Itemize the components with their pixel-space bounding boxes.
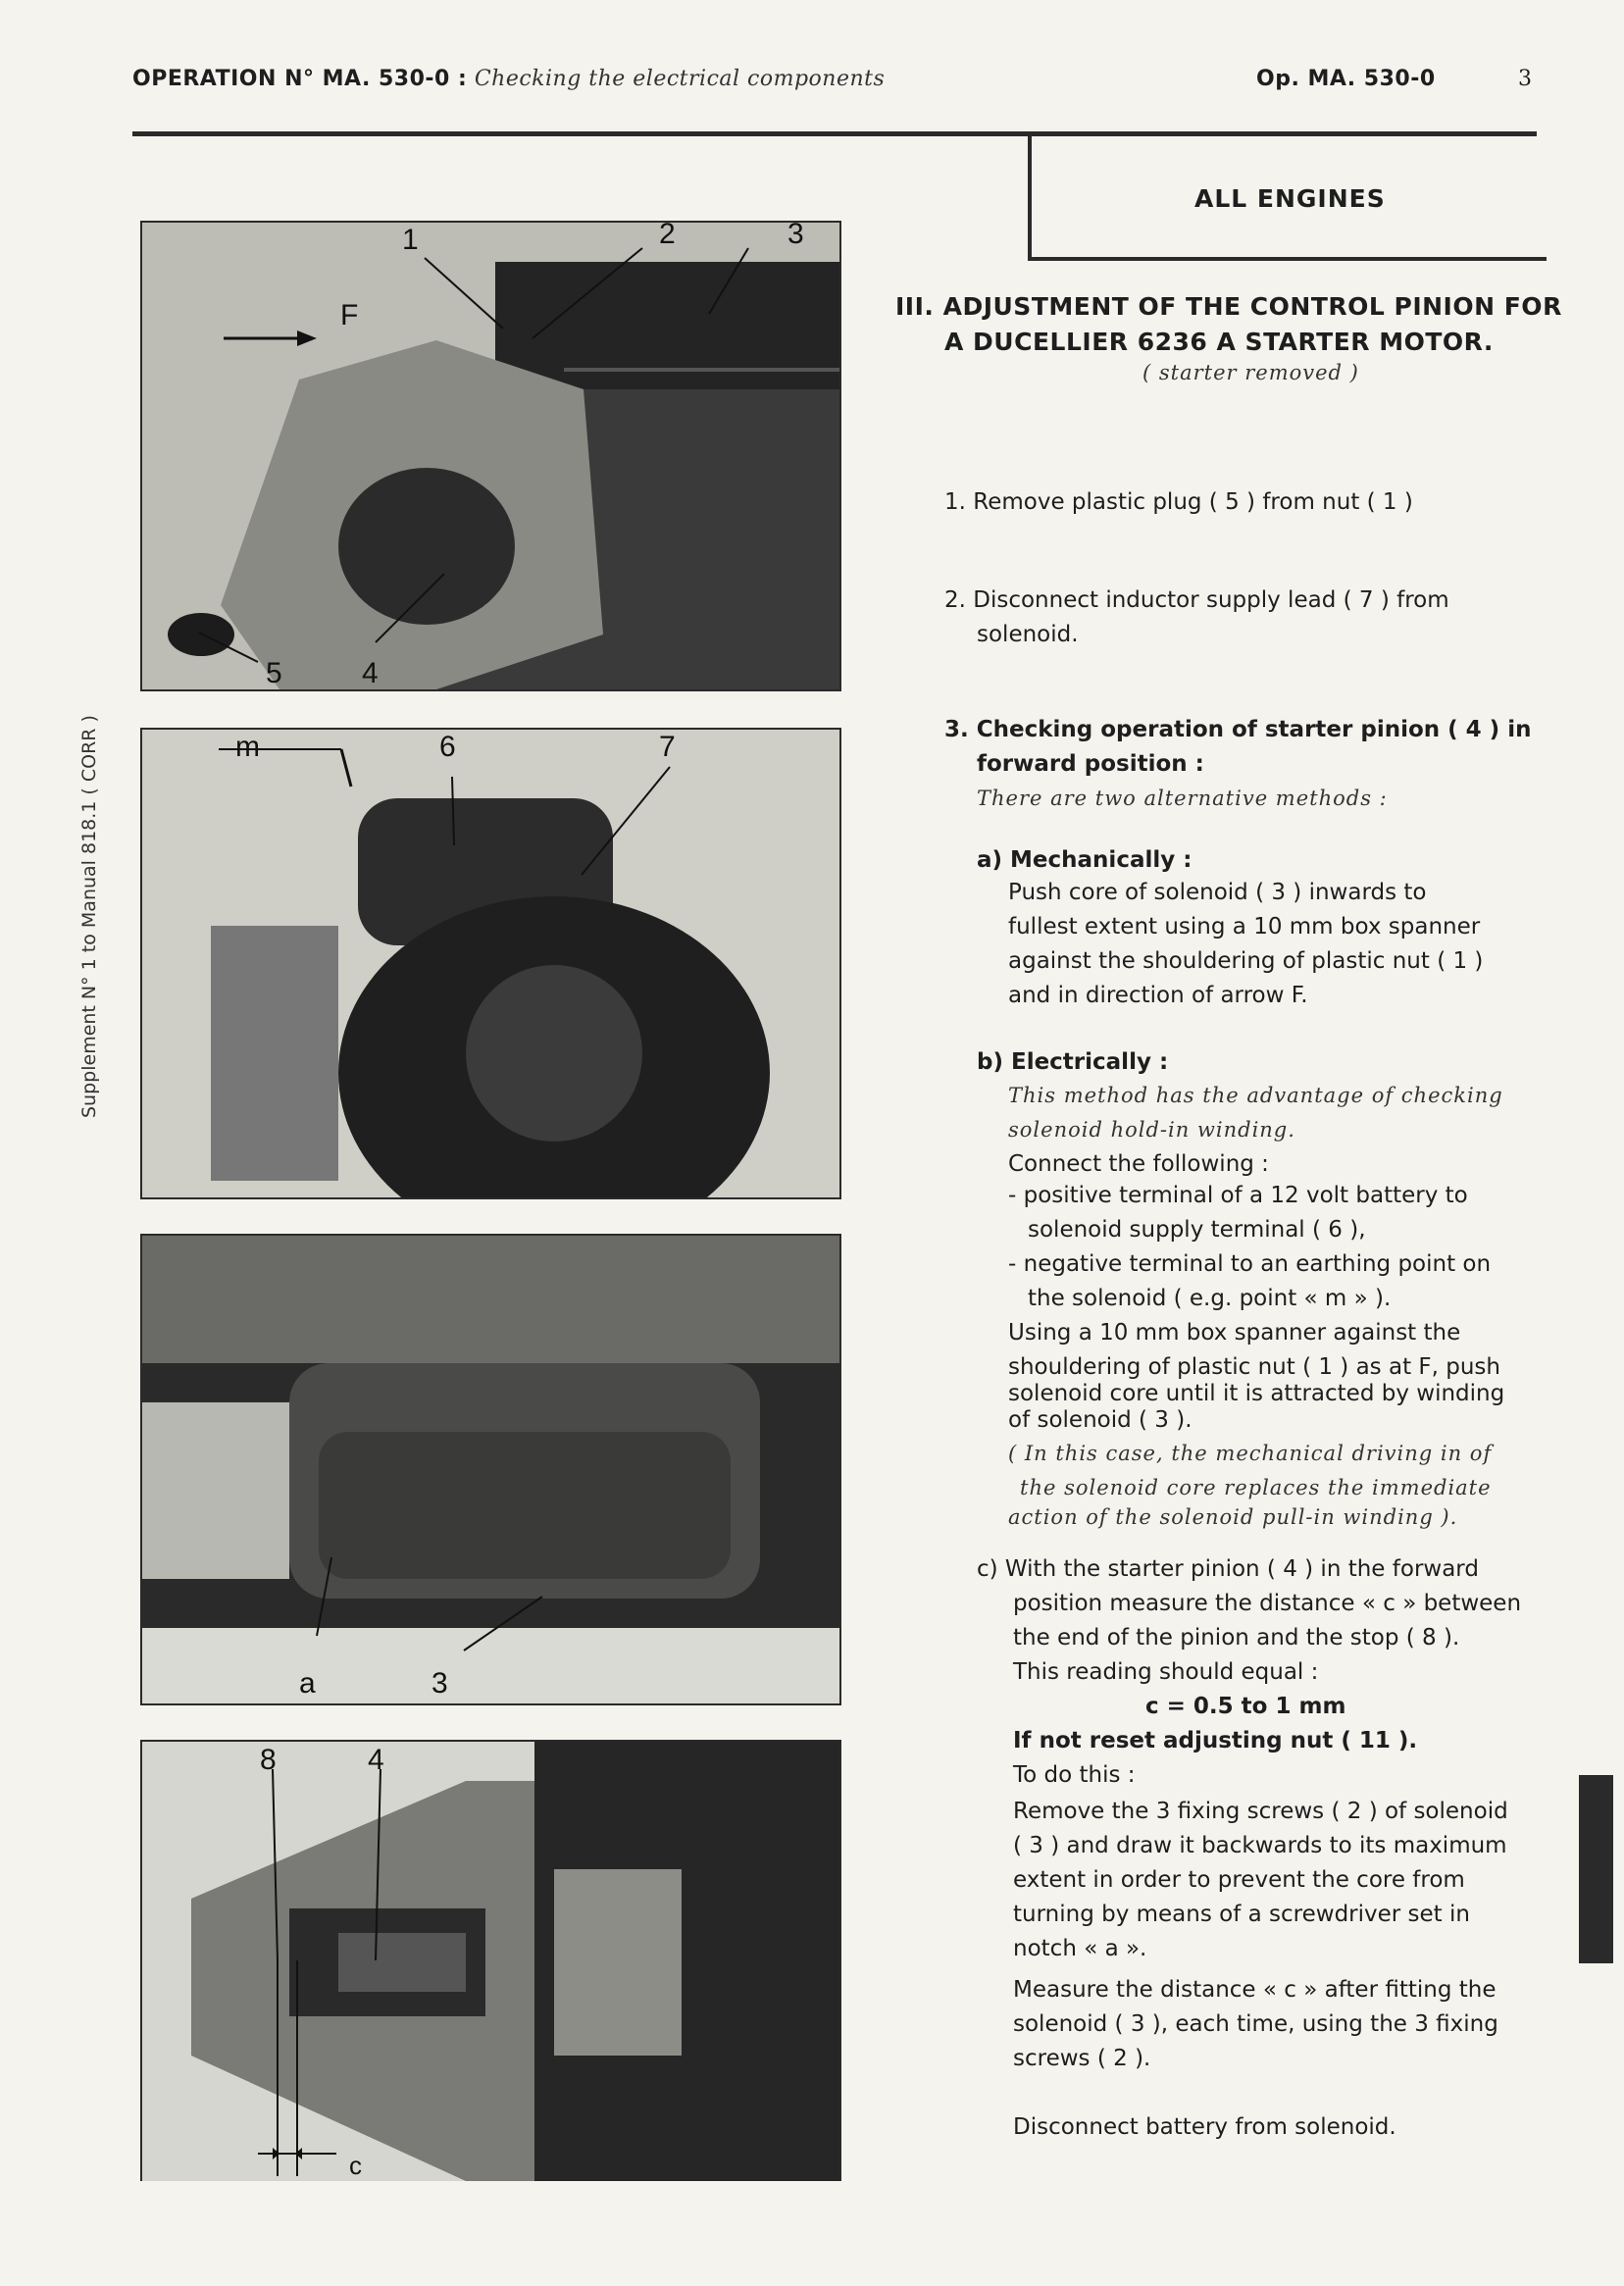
step-1: 1. Remove plastic plug ( 5 ) from nut ( 1 ) (944, 489, 1413, 515)
method-c-line-15: Disconnect battery from solenoid. (1013, 2114, 1396, 2140)
fig1-label-4: 4 (362, 657, 379, 689)
side-note: Supplement N° 1 to Manual 818.1 ( CORR ) (78, 715, 100, 1118)
method-b-line-7: shouldering of plastic nut ( 1 ) as at F, push (1008, 1354, 1500, 1380)
method-c-line-5: If not reset adjusting nut ( 11 ). (1013, 1728, 1418, 1753)
method-c-line-11: notch « a ». (1013, 1936, 1147, 1961)
fig4-label-4: 4 (368, 1744, 384, 1776)
method-b-note-2: solenoid hold-in winding. (1008, 1118, 1295, 1142)
method-a-line-4: and in direction of arrow F. (1008, 983, 1308, 1008)
page-header (132, 67, 885, 91)
thumb-index-tab (1579, 1775, 1613, 1963)
step-3-line-3: There are two alternative methods : (977, 787, 1388, 810)
fig1-label-5: 5 (266, 657, 282, 689)
step-2-line-1: 2. Disconnect inductor supply lead ( 7 ) from (944, 587, 1449, 613)
step-3-line-1: 3. Checking operation of starter pinion ( 4 ) in (944, 717, 1532, 742)
method-c-line-8: ( 3 ) and draw it backwards to its maximum (1013, 1833, 1507, 1858)
method-c-line-13: solenoid ( 3 ), each time, using the 3 fixing (1013, 2011, 1498, 2037)
method-a-line-1: Push core of solenoid ( 3 ) inwards to (1008, 880, 1427, 905)
step-3-line-2: forward position : (977, 751, 1204, 777)
method-a-line-3: against the shouldering of plastic nut ( 1 ) (1008, 948, 1484, 974)
section-heading-1: III. ADJUSTMENT OF THE CONTROL PINION FOR (895, 292, 1562, 321)
method-b-line-5: the solenoid ( e.g. point « m » ). (1028, 1286, 1392, 1311)
fig2-label-m: m (235, 731, 260, 763)
method-b-line-3: solenoid supply terminal ( 6 ), (1028, 1217, 1366, 1243)
operation-title: Checking the electrical components (474, 67, 886, 91)
method-b-note-4: the solenoid core replaces the immediate (1020, 1476, 1492, 1499)
method-b-note-1: This method has the advantage of checking (1008, 1084, 1503, 1107)
fig4-label-c: c (349, 2151, 362, 2180)
method-c-line-12: Measure the distance « c » after fitting the (1013, 1977, 1497, 2003)
section-heading-2: A DUCELLIER 6236 A STARTER MOTOR. (944, 328, 1494, 356)
fig4-label-8: 8 (260, 1744, 277, 1776)
method-b-line-9: of solenoid ( 3 ). (1008, 1407, 1193, 1433)
figure-4-leaders (140, 1740, 837, 2179)
section-subheading: ( starter removed ) (1142, 361, 1359, 384)
method-b-line-2: - positive terminal of a 12 volt battery to (1008, 1183, 1468, 1208)
method-b-line-8: solenoid core until it is attracted by winding (1008, 1381, 1505, 1406)
method-c-line-14: screws ( 2 ). (1013, 2046, 1151, 2071)
figure-1-leaders (140, 221, 837, 687)
fig2-label-6: 6 (439, 731, 456, 763)
method-c-line-9: extent in order to prevent the core from (1013, 1867, 1465, 1893)
op-ref: Op. MA. 530-0 (1256, 67, 1436, 91)
method-b-note-5: action of the solenoid pull-in winding ). (1008, 1505, 1458, 1529)
method-c-line-7: Remove the 3 fixing screws ( 2 ) of solenoid (1013, 1799, 1508, 1824)
method-c-line-6: To do this : (1013, 1762, 1136, 1788)
page-number: 3 (1518, 67, 1533, 91)
method-c-value: c = 0.5 to 1 mm (1145, 1694, 1346, 1719)
fig1-label-1: 1 (402, 224, 419, 256)
step-2-line-2: solenoid. (977, 622, 1079, 647)
figure-2-leaders (140, 728, 837, 1195)
figure-3-leaders (140, 1234, 837, 1702)
method-b-title: b) Electrically : (977, 1049, 1169, 1075)
method-b-line-1: Connect the following : (1008, 1151, 1269, 1177)
all-engines-title: ALL ENGINES (1194, 184, 1386, 213)
fig1-label-3: 3 (787, 218, 804, 250)
method-b-line-4: - negative terminal to an earthing point on (1008, 1251, 1492, 1277)
method-c-line-4: This reading should equal : (1013, 1659, 1319, 1685)
method-b-note-3: ( In this case, the mechanical driving in of (1008, 1442, 1493, 1465)
method-b-line-6: Using a 10 mm box spanner against the (1008, 1320, 1461, 1346)
fig3-label-a: a (299, 1667, 316, 1700)
fig1-label-2: 2 (659, 218, 676, 250)
method-a-line-2: fullest extent using a 10 mm box spanner (1008, 914, 1481, 940)
operation-label: OPERATION N° MA. 530-0 : (132, 67, 468, 91)
method-a-title: a) Mechanically : (977, 847, 1193, 873)
method-c-line-1: c) With the starter pinion ( 4 ) in the forward (977, 1556, 1479, 1582)
fig1-label-F: F (340, 299, 359, 331)
method-c-line-3: the end of the pinion and the stop ( 8 ). (1013, 1625, 1460, 1651)
fig2-label-7: 7 (659, 731, 676, 763)
method-c-line-10: turning by means of a screwdriver set in (1013, 1902, 1470, 1927)
method-c-line-2: position measure the distance « c » between (1013, 1591, 1522, 1616)
fig3-label-3: 3 (431, 1667, 448, 1700)
